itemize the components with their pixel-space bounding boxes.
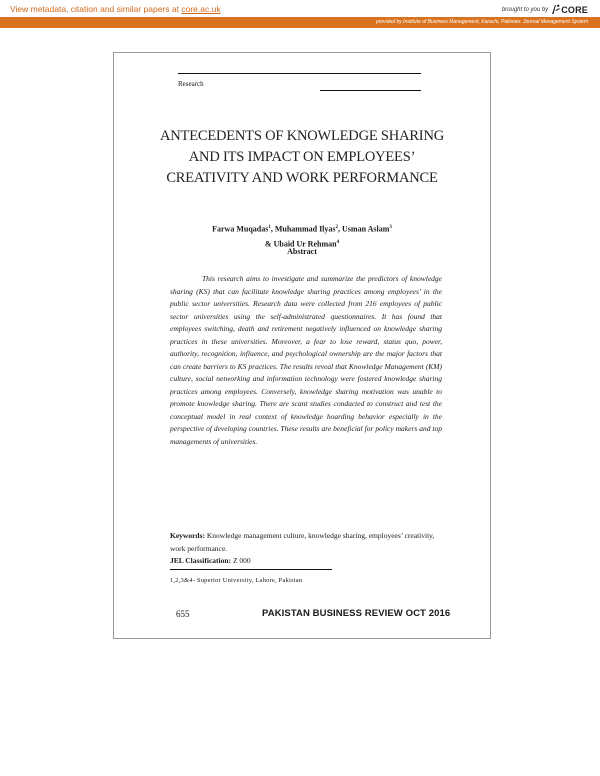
author-and: & (264, 239, 274, 249)
footnote-rule (170, 569, 332, 570)
provided-by-text: provided by Institute of Business Management, Karachi, Pakistan: Journal Management System (375, 18, 588, 25)
header-rule-top (178, 73, 421, 74)
core-banner (0, 0, 600, 30)
section-label: Research (178, 80, 204, 88)
abstract-text: This research aims to investigate and summarize the predictors of knowledge sharing (KS) that can facilitate knowledge sharing practices among employees’ in the public sector universities. Research data were collected from 216 employees of public sector universities using the self-administrated questionnaires. It has found that employees switching, death and retirement negatively influenced on knowledge sharing practices in these universities. Moreover, a fear to lose reward, status quo, power, authority, recognition, influence, and psychological ownership are the major factors that can create barriers to KS practices. The results reveal that Knowledge Management (KM) culture, social networking and information technology were fostered knowledge sharing practices among employees. Conversely, knowledge sharing motivation was unable to promote knowledge sharing. There are scant studies conducted to construct and test the conceptual model in real context of knowledge hoarding behavior especially in the perspective of developing countries. These results are beneficial for policy makers and top managements of universities. (170, 274, 442, 446)
header-rule-bottom (320, 90, 421, 91)
author-sep-1: , (270, 224, 275, 234)
author-4: Ubaid Ur Rehman (273, 239, 337, 249)
author-sep-2: , (338, 224, 343, 234)
metadata-link-site[interactable]: core.ac.uk (181, 4, 221, 14)
jel-value: Z 000 (231, 556, 251, 565)
page-number: 655 (176, 609, 190, 619)
core-logo-icon (551, 4, 560, 15)
author-2-sup: 2 (335, 225, 339, 230)
jel-label: JEL Classification: (170, 556, 232, 565)
paper-title: ANTECEDENTS OF KNOWLEDGE SHARING AND ITS IMPACT ON EMPLOYEES’ CREATIVITY AND WORK PERFORMANCE (160, 128, 444, 186)
paper-page (113, 52, 491, 639)
author-2: Muhammad Ilyas (274, 224, 336, 234)
abstract-heading: Abstract (287, 247, 317, 256)
core-logo-text: CORE (561, 4, 588, 15)
journal-name: PAKISTAN BUSINESS REVIEW OCT 2016 (262, 608, 451, 619)
jel-classification (170, 556, 251, 565)
brought-by-label: brought to you by (501, 6, 549, 13)
brought-to-you-by (502, 4, 588, 15)
metadata-link-prefix[interactable]: View metadata, citation and similar papers at (10, 4, 182, 14)
core-logo[interactable] (551, 4, 588, 15)
keywords-label: Keywords: (170, 531, 205, 540)
author-4-sup: 4 (336, 239, 340, 245)
author-3: Usman Aslam (342, 224, 390, 234)
metadata-link[interactable] (10, 4, 221, 14)
keywords-text: Knowledge management culture, knowledge sharing, employees’ creativity, work performance. (170, 531, 435, 553)
author-3-sup: 3 (389, 225, 392, 230)
affiliation-footnote: 1,2,3&4- Superior University, Lahore, Pakistan (170, 577, 303, 584)
keywords (170, 530, 442, 555)
author-1-sup: 1 (268, 225, 271, 230)
author-1: Farwa Muqadas (212, 224, 269, 234)
author-list (154, 221, 450, 250)
